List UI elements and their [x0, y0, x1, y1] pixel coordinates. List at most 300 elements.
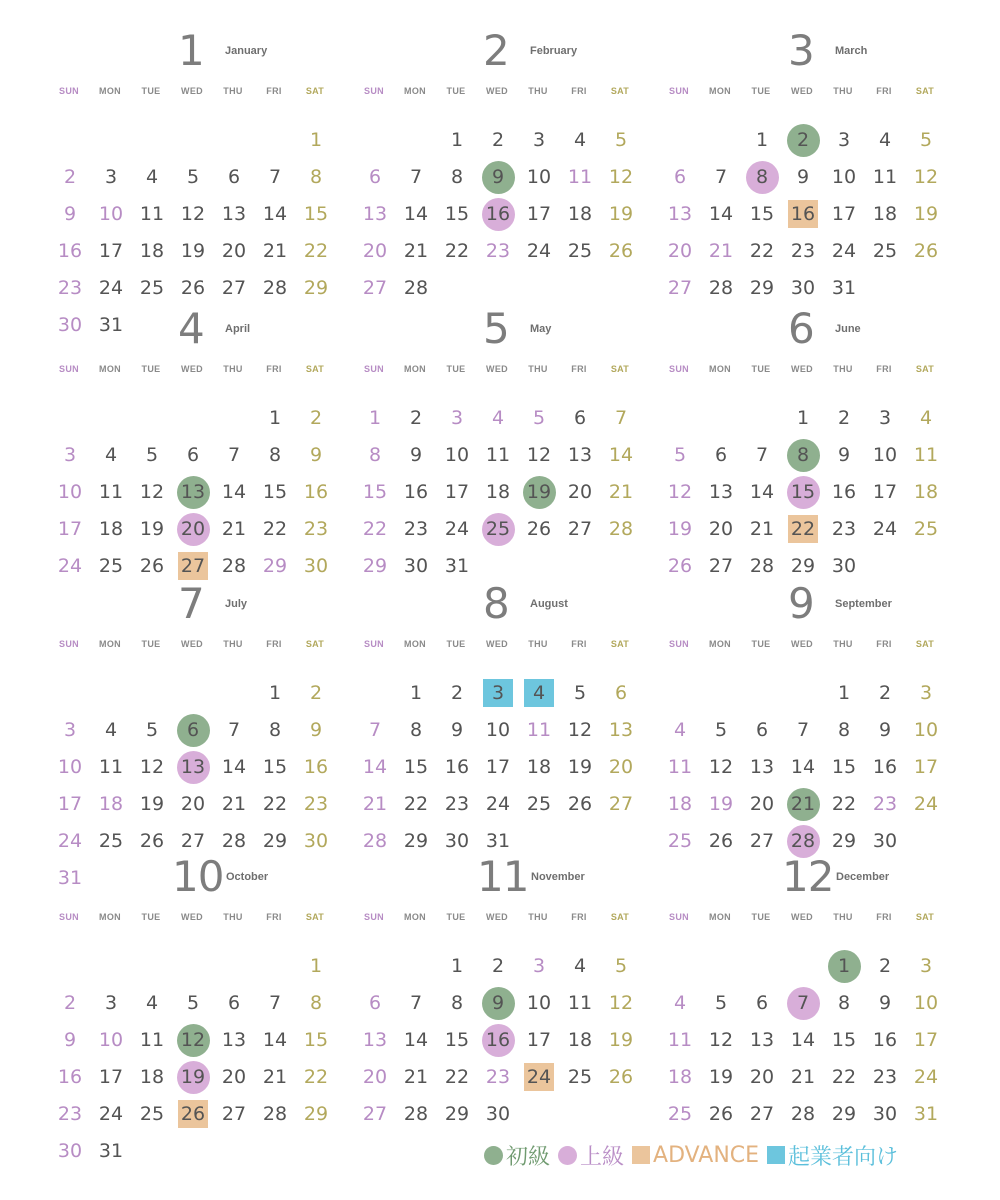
square-icon [632, 1146, 650, 1164]
day-cell: 1 [309, 955, 323, 977]
day-cell: 18 [139, 240, 165, 262]
weekday-fri: FRI [571, 912, 587, 922]
weekday-thu: THU [528, 86, 548, 96]
day-cell: 15 [831, 1029, 857, 1051]
day-cell: 17 [831, 203, 857, 225]
day-cell: 10 [913, 992, 939, 1014]
day-cell: 26 [708, 1103, 734, 1125]
day-cell: 19 [913, 203, 939, 225]
day-cell: 26 [139, 555, 165, 577]
weekday-fri: FRI [571, 364, 587, 374]
day-cell: 3 [104, 166, 118, 188]
month-header [660, 304, 950, 356]
day-cell: 16 [485, 1029, 511, 1051]
day-cell: 21 [221, 793, 247, 815]
day-cell: 24 [913, 1066, 939, 1088]
day-cell: 21 [608, 481, 634, 503]
day-cell: 10 [485, 719, 511, 741]
day-cell: 11 [667, 1029, 693, 1051]
day-cell: 20 [180, 793, 206, 815]
month-header [50, 304, 340, 356]
day-cell: 2 [878, 955, 892, 977]
day-cell: 7 [227, 719, 241, 741]
day-cell: 21 [362, 793, 388, 815]
day-cell: 20 [667, 240, 693, 262]
day-cell: 3 [837, 129, 851, 151]
day-cell: 2 [491, 955, 505, 977]
day-cell: 11 [485, 444, 511, 466]
day-cell: 23 [872, 1066, 898, 1088]
day-cell: 8 [268, 719, 282, 741]
day-cell: 2 [491, 129, 505, 151]
weekday-mon: MON [99, 86, 121, 96]
month-name: April [225, 323, 251, 335]
day-cell: 12 [180, 203, 206, 225]
day-cell: 9 [63, 203, 77, 225]
day-cell: 3 [532, 129, 546, 151]
weekday-sat: SAT [915, 86, 935, 96]
month-number: 1 [178, 26, 204, 75]
day-cell: 10 [57, 481, 83, 503]
weekday-fri: FRI [266, 86, 282, 96]
day-cell: 24 [872, 518, 898, 540]
month-number: 5 [483, 304, 509, 353]
weekday-tue: TUE [751, 86, 771, 96]
day-cell: 12 [567, 719, 593, 741]
day-cell: 2 [63, 992, 77, 1014]
day-cell: 11 [139, 203, 165, 225]
weekday-tue: TUE [141, 86, 161, 96]
weekday-sat: SAT [915, 364, 935, 374]
month-name: October [226, 871, 269, 883]
legend [484, 1140, 906, 1170]
day-cell: 18 [485, 481, 511, 503]
day-cell: 25 [485, 518, 511, 540]
day-cell: 12 [139, 481, 165, 503]
day-cell: 7 [614, 407, 628, 429]
month-october [50, 852, 340, 1162]
day-cell: 19 [708, 793, 734, 815]
day-cell: 15 [831, 756, 857, 778]
day-cell: 29 [749, 277, 775, 299]
day-cell: 12 [667, 481, 693, 503]
day-cell: 23 [403, 518, 429, 540]
day-cell: 29 [362, 555, 388, 577]
day-cell: 17 [57, 793, 83, 815]
day-cell: 3 [878, 407, 892, 429]
day-cell: 17 [526, 1029, 552, 1051]
day-cell: 16 [57, 240, 83, 262]
day-cell: 23 [872, 793, 898, 815]
day-cell: 4 [491, 407, 505, 429]
day-cell: 20 [221, 240, 247, 262]
month-june [660, 304, 950, 598]
day-cell: 6 [714, 444, 728, 466]
day-cell: 26 [180, 1103, 206, 1125]
month-name: May [530, 323, 552, 335]
day-cell: 25 [667, 1103, 693, 1125]
day-cell: 19 [667, 518, 693, 540]
day-cell: 13 [362, 1029, 388, 1051]
day-cell: 6 [368, 992, 382, 1014]
day-cell: 30 [303, 555, 329, 577]
weekday-fri: FRI [266, 639, 282, 649]
day-cell: 4 [878, 129, 892, 151]
day-cell: 13 [362, 203, 388, 225]
weekday-sat: SAT [610, 639, 630, 649]
day-cell: 18 [139, 1066, 165, 1088]
day-cell: 11 [567, 992, 593, 1014]
day-cell: 24 [98, 277, 124, 299]
day-cell: 18 [667, 793, 693, 815]
day-cell: 6 [186, 719, 200, 741]
day-cell: 27 [749, 1103, 775, 1125]
day-cell: 29 [403, 830, 429, 852]
weekday-sun: SUN [59, 912, 79, 922]
weekday-fri: FRI [571, 639, 587, 649]
weekday-sun: SUN [669, 86, 689, 96]
day-cell: 14 [608, 444, 634, 466]
day-cell: 27 [608, 793, 634, 815]
day-cell: 30 [57, 1140, 83, 1162]
day-cell: 1 [450, 129, 464, 151]
day-cell: 13 [708, 481, 734, 503]
day-cell: 19 [180, 1066, 206, 1088]
day-cell: 30 [872, 1103, 898, 1125]
day-cell: 8 [450, 166, 464, 188]
day-cell: 25 [139, 277, 165, 299]
day-cell: 31 [98, 314, 124, 336]
month-name: July [225, 598, 248, 610]
weekday-thu: THU [528, 639, 548, 649]
day-cell: 23 [57, 277, 83, 299]
day-cell: 12 [608, 166, 634, 188]
day-cell: 10 [98, 1029, 124, 1051]
day-cell: 2 [309, 682, 323, 704]
day-cell: 9 [409, 444, 423, 466]
month-header [355, 579, 645, 631]
weekday-wed: WED [181, 364, 203, 374]
day-cell: 29 [790, 555, 816, 577]
weekday-thu: THU [223, 912, 243, 922]
day-cell: 25 [139, 1103, 165, 1125]
day-cell: 13 [667, 203, 693, 225]
day-cell: 3 [532, 955, 546, 977]
weekday-tue: TUE [446, 86, 466, 96]
day-cell: 14 [262, 203, 288, 225]
day-cell: 19 [139, 793, 165, 815]
day-cell: 3 [491, 682, 505, 704]
day-cell: 27 [221, 277, 247, 299]
month-name: March [835, 45, 868, 57]
day-cell: 20 [362, 240, 388, 262]
day-cell: 23 [444, 793, 470, 815]
day-cell: 8 [755, 166, 769, 188]
weekday-tue: TUE [751, 639, 771, 649]
day-cell: 9 [796, 166, 810, 188]
circle-icon [558, 1146, 577, 1165]
day-cell: 16 [57, 1066, 83, 1088]
day-cell: 9 [878, 992, 892, 1014]
day-cell: 12 [708, 756, 734, 778]
day-cell: 22 [790, 518, 816, 540]
legend-label: 起業者向け [788, 1144, 899, 1170]
day-cell: 11 [913, 444, 939, 466]
day-cell: 16 [872, 1029, 898, 1051]
day-cell: 27 [180, 830, 206, 852]
weekday-tue: TUE [751, 912, 771, 922]
day-cell: 1 [409, 682, 423, 704]
weekday-thu: THU [833, 639, 853, 649]
weekday-wed: WED [181, 639, 203, 649]
day-cell: 28 [790, 830, 816, 852]
day-cell: 23 [303, 793, 329, 815]
weekday-wed: WED [791, 86, 813, 96]
day-cell: 1 [268, 407, 282, 429]
month-header [660, 579, 950, 631]
weekday-sat: SAT [610, 912, 630, 922]
day-cell: 9 [491, 992, 505, 1014]
month-header [50, 579, 340, 631]
weekday-mon: MON [709, 639, 731, 649]
square-icon [767, 1146, 785, 1164]
day-cell: 26 [708, 830, 734, 852]
day-cell: 18 [872, 203, 898, 225]
day-cell: 4 [532, 682, 546, 704]
day-cell: 22 [831, 793, 857, 815]
day-cell: 22 [749, 240, 775, 262]
day-cell: 29 [831, 1103, 857, 1125]
day-cell: 3 [63, 719, 77, 741]
month-number: 8 [483, 579, 509, 628]
month-number: 6 [788, 304, 814, 353]
month-header [50, 852, 340, 904]
day-cell: 5 [614, 129, 628, 151]
day-cell: 3 [919, 682, 933, 704]
month-september [660, 579, 950, 873]
day-cell: 6 [227, 992, 241, 1014]
weekday-sun: SUN [364, 639, 384, 649]
day-cell: 18 [526, 756, 552, 778]
month-name: June [835, 323, 861, 335]
month-name: November [531, 871, 585, 883]
day-cell: 10 [913, 719, 939, 741]
day-cell: 14 [790, 1029, 816, 1051]
day-cell: 15 [403, 756, 429, 778]
weekday-tue: TUE [141, 912, 161, 922]
day-cell: 28 [221, 830, 247, 852]
weekday-thu: THU [833, 86, 853, 96]
month-number: 7 [178, 579, 204, 628]
day-cell: 31 [485, 830, 511, 852]
month-april [50, 304, 340, 598]
weekday-sat: SAT [915, 639, 935, 649]
month-may [355, 304, 645, 598]
month-number: 2 [483, 26, 509, 75]
day-cell: 30 [444, 830, 470, 852]
day-cell: 8 [309, 166, 323, 188]
weekday-mon: MON [709, 912, 731, 922]
weekday-mon: MON [404, 86, 426, 96]
day-cell: 19 [708, 1066, 734, 1088]
day-cell: 12 [139, 756, 165, 778]
weekday-sun: SUN [59, 86, 79, 96]
day-cell: 25 [98, 830, 124, 852]
day-cell: 14 [221, 481, 247, 503]
weekday-sun: SUN [669, 364, 689, 374]
day-cell: 7 [227, 444, 241, 466]
day-cell: 13 [749, 756, 775, 778]
day-cell: 27 [708, 555, 734, 577]
day-cell: 19 [180, 240, 206, 262]
day-cell: 19 [608, 1029, 634, 1051]
day-cell: 19 [608, 203, 634, 225]
day-cell: 17 [526, 203, 552, 225]
weekday-wed: WED [486, 639, 508, 649]
day-cell: 14 [403, 203, 429, 225]
day-cell: 25 [98, 555, 124, 577]
day-cell: 14 [362, 756, 388, 778]
day-cell: 15 [262, 481, 288, 503]
day-cell: 3 [919, 955, 933, 977]
day-cell: 28 [708, 277, 734, 299]
day-cell: 23 [485, 240, 511, 262]
day-cell: 27 [362, 1103, 388, 1125]
weekday-sun: SUN [59, 639, 79, 649]
day-cell: 30 [872, 830, 898, 852]
day-cell: 4 [673, 992, 687, 1014]
day-cell: 21 [790, 1066, 816, 1088]
day-cell: 20 [567, 481, 593, 503]
day-cell: 16 [485, 203, 511, 225]
day-cell: 20 [362, 1066, 388, 1088]
day-cell: 7 [368, 719, 382, 741]
day-cell: 26 [608, 1066, 634, 1088]
day-cell: 2 [63, 166, 77, 188]
day-cell: 13 [221, 1029, 247, 1051]
legend-item-advance [632, 1143, 759, 1168]
month-number: 10 [172, 852, 224, 901]
weekday-thu: THU [528, 364, 548, 374]
weekday-wed: WED [486, 86, 508, 96]
day-cell: 13 [221, 203, 247, 225]
weekday-sat: SAT [305, 639, 325, 649]
day-cell: 13 [567, 444, 593, 466]
day-cell: 23 [485, 1066, 511, 1088]
day-cell: 4 [104, 444, 118, 466]
day-cell: 18 [913, 481, 939, 503]
day-cell: 2 [450, 682, 464, 704]
day-cell: 8 [409, 719, 423, 741]
month-march [660, 26, 950, 320]
day-cell: 26 [139, 830, 165, 852]
day-cell: 26 [180, 277, 206, 299]
day-cell: 2 [796, 129, 810, 151]
month-name: December [836, 871, 890, 883]
legend-label: 初級 [506, 1144, 551, 1170]
day-cell: 29 [303, 277, 329, 299]
day-cell: 15 [303, 1029, 329, 1051]
day-cell: 27 [221, 1103, 247, 1125]
month-header [355, 304, 645, 356]
month-number: 9 [788, 579, 814, 628]
weekday-sun: SUN [364, 364, 384, 374]
legend-item-startup [767, 1140, 898, 1171]
day-cell: 5 [145, 444, 159, 466]
day-cell: 13 [608, 719, 634, 741]
day-cell: 11 [98, 481, 124, 503]
month-name: August [530, 598, 568, 610]
day-cell: 4 [573, 955, 587, 977]
month-name: September [835, 598, 892, 610]
day-cell: 12 [608, 992, 634, 1014]
day-cell: 30 [790, 277, 816, 299]
day-cell: 5 [145, 719, 159, 741]
weekday-thu: THU [833, 912, 853, 922]
weekday-tue: TUE [446, 639, 466, 649]
day-cell: 10 [831, 166, 857, 188]
day-cell: 5 [532, 407, 546, 429]
day-cell: 18 [567, 1029, 593, 1051]
weekday-wed: WED [181, 86, 203, 96]
weekday-wed: WED [791, 639, 813, 649]
day-cell: 29 [831, 830, 857, 852]
day-cell: 21 [708, 240, 734, 262]
day-cell: 6 [755, 719, 769, 741]
day-cell: 31 [913, 1103, 939, 1125]
day-cell: 17 [444, 481, 470, 503]
day-cell: 21 [790, 793, 816, 815]
day-cell: 2 [409, 407, 423, 429]
day-cell: 24 [831, 240, 857, 262]
weekday-sat: SAT [915, 912, 935, 922]
day-cell: 14 [221, 756, 247, 778]
day-cell: 22 [444, 1066, 470, 1088]
day-cell: 1 [796, 407, 810, 429]
day-cell: 17 [57, 518, 83, 540]
day-cell: 15 [444, 203, 470, 225]
day-cell: 6 [227, 166, 241, 188]
day-cell: 21 [403, 1066, 429, 1088]
weekday-mon: MON [709, 364, 731, 374]
weekday-tue: TUE [141, 639, 161, 649]
day-cell: 27 [567, 518, 593, 540]
day-cell: 5 [186, 992, 200, 1014]
day-cell: 30 [403, 555, 429, 577]
day-cell: 29 [262, 555, 288, 577]
month-number: 12 [782, 852, 834, 901]
day-cell: 29 [444, 1103, 470, 1125]
weekday-tue: TUE [141, 364, 161, 374]
day-cell: 6 [573, 407, 587, 429]
day-cell: 28 [362, 830, 388, 852]
day-cell: 10 [98, 203, 124, 225]
day-cell: 30 [303, 830, 329, 852]
day-cell: 27 [362, 277, 388, 299]
day-cell: 15 [790, 481, 816, 503]
day-cell: 14 [403, 1029, 429, 1051]
weekday-fri: FRI [876, 364, 892, 374]
day-cell: 21 [403, 240, 429, 262]
day-cell: 8 [450, 992, 464, 1014]
day-cell: 27 [667, 277, 693, 299]
weekday-wed: WED [486, 364, 508, 374]
weekday-thu: THU [223, 364, 243, 374]
weekday-tue: TUE [751, 364, 771, 374]
day-cell: 15 [303, 203, 329, 225]
day-cell: 10 [872, 444, 898, 466]
day-cell: 25 [872, 240, 898, 262]
